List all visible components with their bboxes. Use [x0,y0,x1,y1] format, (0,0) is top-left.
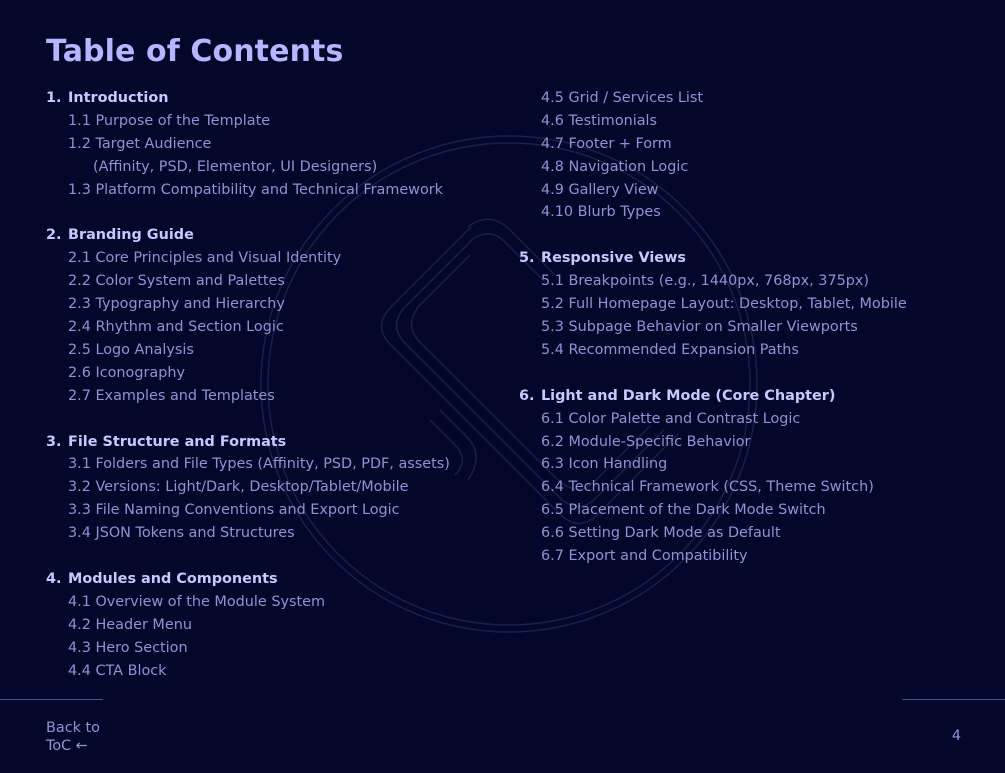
toc-item-6-2[interactable]: 6.2 Module-Specific Behavior [541,433,751,450]
toc-item-6-7[interactable]: 6.7 Export and Compatibility [541,548,748,565]
back-link-line-2: ToC ← [46,738,88,754]
toc-item-3-1[interactable]: 3.1 Folders and File Types (Affinity, PSD, PDF, assets) [68,456,450,473]
section-number: 3. [46,433,62,450]
toc-item-3-4[interactable]: 3.4 JSON Tokens and Structures [68,525,295,542]
toc-item-6-4[interactable]: 6.4 Technical Framework (CSS, Theme Switch) [541,479,874,496]
toc-section-2 [46,224,506,407]
toc-item-2-3[interactable]: 2.3 Typography and Hierarchy [68,296,285,313]
section-title: File Structure and Formats [68,433,287,450]
section-title: Responsive Views [541,250,686,267]
toc-item-5-2[interactable]: 5.2 Full Homepage Layout: Desktop, Tablet, Mobile [541,296,907,313]
section-number: 6. [519,387,535,404]
toc-item-4-9[interactable]: 4.9 Gallery View [541,181,659,198]
toc-column-right [519,87,989,591]
section-title: Light and Dark Mode (Core Chapter) [541,387,836,404]
back-link-line-1: Back to [46,720,100,736]
toc-item-1-2-note: (Affinity, PSD, Elementor, UI Designers) [93,158,378,175]
section-heading[interactable] [46,224,506,247]
page-number: 4 [951,728,961,744]
toc-item-2-6[interactable]: 2.6 Iconography [68,364,185,381]
toc-item-4-4[interactable]: 4.4 CTA Block [68,662,167,679]
toc-item-4-2[interactable]: 4.2 Header Menu [68,616,192,633]
toc-section-5 [519,247,989,361]
section-title: Branding Guide [68,227,194,244]
section-heading[interactable] [519,247,989,270]
toc-column-left [46,87,506,705]
page-title: Table of Contents [46,34,344,69]
toc-item-1-3[interactable]: 1.3 Platform Compatibility and Technical Framework [68,181,444,198]
toc-item-2-7[interactable]: 2.7 Examples and Templates [68,387,275,404]
toc-section-4 [46,568,506,682]
toc-item-6-5[interactable]: 6.5 Placement of the Dark Mode Switch [541,502,826,519]
toc-item-1-2[interactable]: 1.2 Target Audience [68,135,212,152]
section-number: 2. [46,227,62,244]
section-title: Introduction [68,90,169,106]
toc-item-2-1[interactable]: 2.1 Core Principles and Visual Identity [68,250,342,267]
toc-item-6-3[interactable]: 6.3 Icon Handling [541,456,668,473]
toc-item-3-2[interactable]: 3.2 Versions: Light/Dark, Desktop/Tablet/Mobile [68,479,409,496]
toc-item-4-1[interactable]: 4.1 Overview of the Module System [68,593,325,610]
toc-item-3-3[interactable]: 3.3 File Naming Conventions and Export Logic [68,502,400,519]
toc-item-4-3[interactable]: 4.3 Hero Section [68,639,188,656]
toc-section-1 [46,87,506,201]
toc-item-4-8[interactable]: 4.8 Navigation Logic [541,158,689,175]
toc-section-4-continued [519,87,989,224]
section-number: 1. [46,90,62,106]
toc-section-3 [46,431,506,545]
toc-section-6 [519,385,989,568]
toc-item-4-10[interactable]: 4.10 Blurb Types [541,204,661,221]
section-heading[interactable] [46,568,506,591]
section-heading[interactable] [46,87,506,110]
toc-item-5-3[interactable]: 5.3 Subpage Behavior on Smaller Viewports [541,319,858,336]
toc-item-4-6[interactable]: 4.6 Testimonials [541,112,658,129]
back-to-toc-link[interactable] [46,719,100,755]
footer-divider-left [0,699,103,700]
toc-item-6-1[interactable]: 6.1 Color Palette and Contrast Logic [541,410,801,427]
toc-item-2-5[interactable]: 2.5 Logo Analysis [68,341,194,358]
toc-item-1-1[interactable]: 1.1 Purpose of the Template [68,112,271,129]
toc-item-2-2[interactable]: 2.2 Color System and Palettes [68,273,285,290]
toc-item-4-5[interactable]: 4.5 Grid / Services List [541,90,704,106]
footer-divider-right [902,699,1005,700]
toc-item-6-6[interactable]: 6.6 Setting Dark Mode as Default [541,525,781,542]
section-heading[interactable] [519,385,989,408]
toc-item-4-7[interactable]: 4.7 Footer + Form [541,135,672,152]
toc-item-5-4[interactable]: 5.4 Recommended Expansion Paths [541,341,799,358]
section-number: 5. [519,250,535,267]
toc-item-2-4[interactable]: 2.4 Rhythm and Section Logic [68,319,284,336]
section-heading[interactable] [46,431,506,454]
section-title: Modules and Components [68,571,278,588]
toc-item-5-1[interactable]: 5.1 Breakpoints (e.g., 1440px, 768px, 375px) [541,273,870,290]
section-number: 4. [46,571,62,588]
